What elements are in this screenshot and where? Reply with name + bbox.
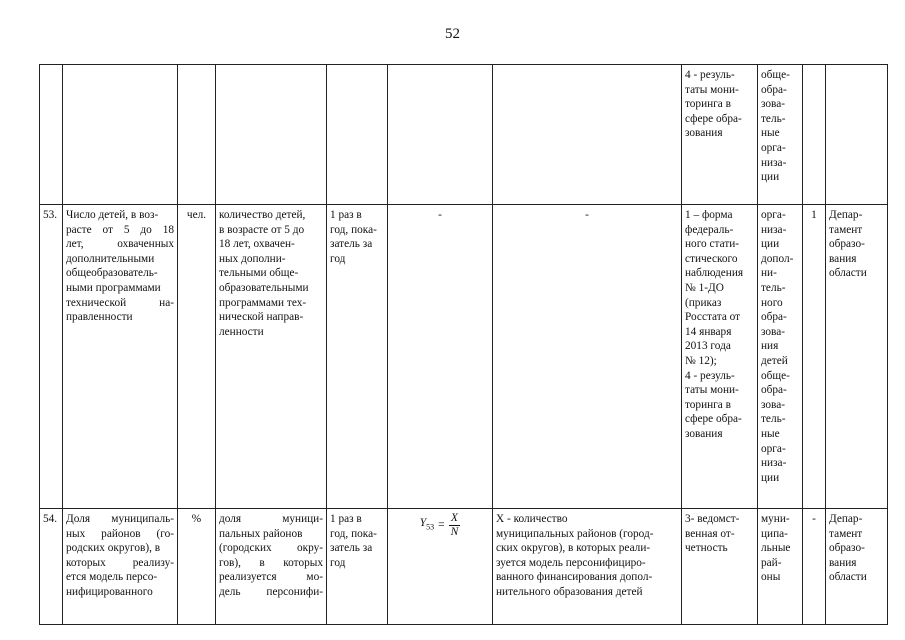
text-line: зова-	[761, 325, 786, 338]
text-line: ных районов (го-	[66, 527, 174, 540]
text-line: стического	[685, 252, 738, 265]
text-line: таты мони-	[685, 83, 739, 96]
text-line: Депар-	[829, 513, 863, 525]
text-line: тель-	[761, 112, 786, 125]
cell-indicator-name	[63, 509, 178, 625]
text-line: зования	[685, 127, 723, 140]
text-line: количество детей,	[219, 209, 306, 221]
text-line: низа-	[761, 156, 787, 169]
text-line: обще-	[761, 369, 790, 382]
cell-unit	[178, 65, 216, 205]
text-line: орга-	[761, 141, 786, 154]
text-line: ции	[761, 471, 780, 484]
text-line: вания	[829, 556, 857, 569]
text-line: Росстата от	[685, 311, 741, 324]
text-line: образовательными	[219, 281, 309, 294]
text-line: дель персонифи-	[219, 585, 323, 598]
text-line: тамент	[829, 527, 863, 540]
text-line: ного	[761, 296, 783, 309]
cell-definition	[216, 509, 327, 625]
text-line: 2013 года	[685, 340, 731, 353]
text-line: низа-	[761, 223, 787, 236]
text-line: год, пока-	[330, 527, 377, 540]
cell-level	[803, 65, 826, 205]
text-line: таты мони-	[685, 384, 739, 397]
text-line: ции	[761, 238, 780, 251]
text-line: ные	[761, 427, 780, 440]
text-line: торинга в	[685, 398, 731, 411]
text-line: дополнительными	[66, 252, 155, 265]
text-line: технической на-	[66, 296, 174, 309]
text-line: Доля муниципаль-	[66, 513, 174, 525]
text-line: № 1-ДО	[685, 281, 724, 294]
cell-definition	[216, 65, 327, 205]
text-line: 3- ведомст-	[685, 513, 740, 525]
cell-responsible	[826, 65, 888, 205]
cell-formula	[388, 509, 493, 625]
text-line: затель за	[330, 542, 373, 555]
cell-notation	[493, 509, 682, 625]
text-line: 1 раз в	[330, 513, 362, 525]
text-line: допол-	[761, 252, 794, 265]
text-line: тельными обще-	[219, 267, 299, 280]
text-line: реализуется мо-	[219, 571, 323, 584]
text-line: расте от 5 до 18	[66, 223, 174, 236]
text-line: оны	[761, 571, 781, 584]
cell-notation	[493, 65, 682, 205]
text-line: родских округов), в	[66, 542, 161, 555]
cell-indicator-name	[63, 205, 178, 509]
text-line: области	[829, 267, 867, 280]
text-line: зова-	[761, 98, 786, 111]
text-line: муни-	[761, 513, 790, 525]
text-line: ных дополни-	[219, 252, 286, 265]
text-line: ные	[761, 127, 780, 140]
text-line: рай-	[761, 556, 782, 569]
text-line: (приказ	[685, 296, 722, 309]
table-row	[40, 509, 888, 625]
cell-number: 53.	[40, 205, 63, 509]
cell-organization	[758, 205, 803, 509]
text-line: 14 января	[685, 325, 732, 338]
text-line: лет, охваченных	[66, 238, 174, 251]
text-line: ется модель персо-	[66, 571, 158, 584]
table-row	[40, 65, 888, 205]
text-line: зования	[685, 427, 723, 440]
cell-periodicity	[327, 65, 388, 205]
text-line: обще-	[761, 69, 790, 81]
text-line: нифицированного	[66, 585, 153, 598]
cell-organization	[758, 65, 803, 205]
cell-responsible	[826, 509, 888, 625]
text-line: год, пока-	[330, 223, 377, 236]
text-line: в возрасте от 5 до	[219, 223, 305, 236]
page-number: 52	[445, 26, 460, 42]
text-line: детей	[761, 354, 788, 367]
text-line: ными программами	[66, 281, 161, 294]
text-line: ленности	[219, 325, 264, 338]
text-line: орга-	[761, 209, 786, 221]
text-line: Число детей, в воз-	[66, 209, 159, 221]
text-line: обра-	[761, 311, 787, 324]
formula-denominator: N	[450, 526, 459, 538]
text-line: обра-	[761, 83, 787, 96]
text-line: № 12);	[685, 354, 717, 367]
text-line: X - количество	[496, 513, 568, 525]
text-line: ских округов), в которых реали-	[496, 542, 651, 555]
text-line: ции	[761, 171, 780, 184]
text-line: год	[330, 252, 346, 265]
text-line: сфере обра-	[685, 413, 742, 426]
text-line: льные	[761, 542, 791, 555]
text-line: венная от-	[685, 527, 735, 540]
text-line: год	[330, 556, 346, 569]
text-line: тель-	[761, 413, 786, 426]
cell-unit: %	[178, 509, 216, 625]
text-line: образо-	[829, 238, 865, 251]
text-line: 1 раз в	[330, 209, 362, 221]
text-line: затель за	[330, 238, 373, 251]
text-line: доля муници-	[219, 513, 323, 525]
formula-fraction	[449, 512, 461, 539]
text-line: вания	[829, 252, 857, 265]
cell-unit: чел.	[178, 205, 216, 509]
cell-organization	[758, 509, 803, 625]
text-line: 4 - резуль-	[685, 69, 735, 81]
text-line: обра-	[761, 384, 787, 397]
text-line: которых реализу-	[66, 556, 174, 569]
text-line: сфере обра-	[685, 112, 742, 125]
cell-formula: -	[388, 205, 493, 509]
text-line: ципа-	[761, 527, 788, 540]
text-line: правленности	[66, 311, 133, 324]
text-line: 4 - резуль-	[685, 369, 735, 382]
cell-notation: -	[493, 205, 682, 509]
cell-responsible	[826, 205, 888, 509]
cell-source	[682, 65, 758, 205]
text-line: ного стати-	[685, 238, 740, 251]
text-line: тамент	[829, 223, 863, 236]
cell-level: 1	[803, 205, 826, 509]
formula	[420, 512, 461, 539]
text-line: орга-	[761, 442, 786, 455]
cell-source	[682, 509, 758, 625]
text-line: тель-	[761, 281, 786, 294]
text-line: наблюдения	[685, 267, 744, 280]
text-line: федераль-	[685, 223, 734, 236]
indicator-table	[39, 64, 888, 625]
cell-number	[40, 65, 63, 205]
text-line: зова-	[761, 398, 786, 411]
formula-equals: =	[438, 519, 445, 532]
text-line: ванного финансирования допол-	[496, 571, 653, 584]
cell-formula	[388, 65, 493, 205]
text-line: образо-	[829, 542, 865, 555]
text-line: области	[829, 571, 867, 584]
formula-lhs: $Y_{53}$	[419, 517, 435, 532]
cell-indicator-name	[63, 65, 178, 205]
text-line: четность	[685, 542, 728, 555]
text-line: гов), в которых	[219, 556, 323, 569]
cell-definition	[216, 205, 327, 509]
text-line: ни-	[761, 267, 777, 280]
text-line: нической направ-	[219, 311, 304, 324]
text-line: муниципальных районов (город-	[496, 527, 654, 540]
formula-numerator: X	[450, 512, 458, 524]
text-line: пальных районов	[219, 527, 303, 540]
text-line: Депар-	[829, 209, 863, 221]
cell-periodicity	[327, 205, 388, 509]
text-line: 1 – форма	[685, 209, 733, 221]
cell-number: 54.	[40, 509, 63, 625]
cell-source	[682, 205, 758, 509]
text-line: низа-	[761, 457, 787, 470]
cell-periodicity	[327, 509, 388, 625]
text-line: зуется модель персонифициро-	[496, 556, 646, 569]
table-row	[40, 205, 888, 509]
text-line: ния	[761, 340, 779, 353]
cell-level: -	[803, 509, 826, 625]
text-line: нительного образования детей	[496, 585, 643, 598]
text-line: программами тех-	[219, 296, 307, 309]
text-line: 18 лет, охвачен-	[219, 238, 295, 251]
text-line: торинга в	[685, 98, 731, 111]
text-line: (городских окру-	[219, 542, 323, 555]
text-line: общеобразователь-	[66, 267, 158, 280]
